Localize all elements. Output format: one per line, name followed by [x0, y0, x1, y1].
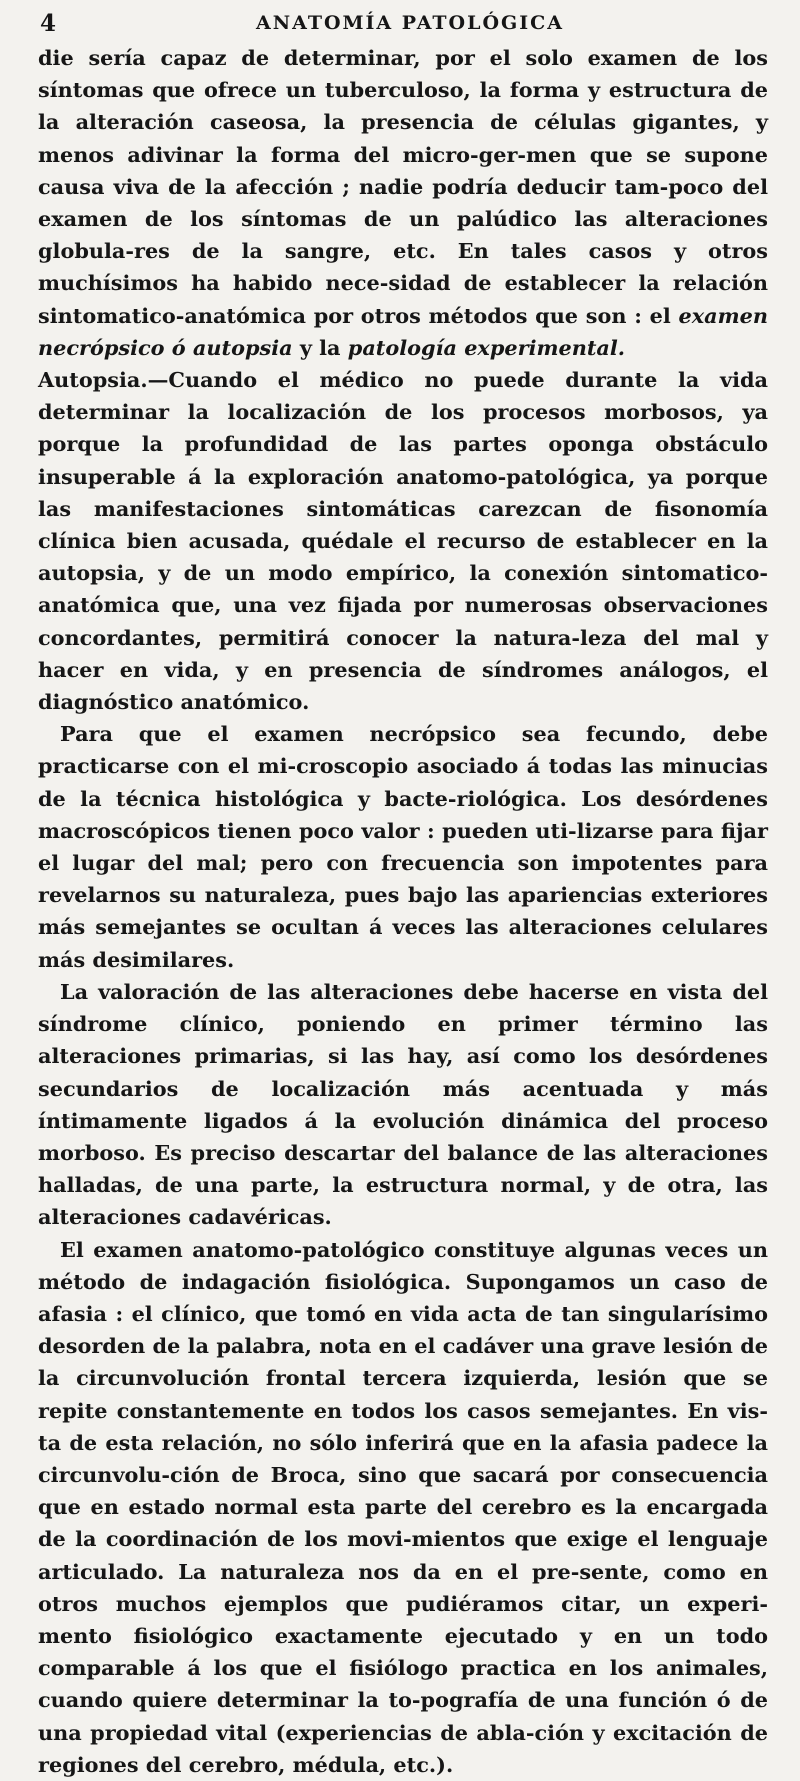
paragraph-1-text-b: y la [292, 334, 348, 360]
paragraph-3: La valoración de las alteraciones debe hacerse en vista del síndrome clínico, poniendo en primer término las alteraciones primarias, si las hay, así como los desórdenes secundarios de localización más acentuada y más íntimamente ligados á la evolución dinámica del proceso morboso. Es preciso descartar del balance de las alteraciones halladas, de una parte, la estructura normal, y de otra, las alteraciones cadavéricas. [38, 978, 768, 1230]
emphasis-patologia-experimental: patología experimental. [347, 334, 626, 360]
paragraph-4: El examen anatomo-patológico constituye algunas veces un método de indagación fisiológica. Supongamos un caso de afasia : el clínico, que tomó en vida acta de tan singularísimo desorden de la palabra, nota en el cadáver una grave lesión de la circunvolución frontal tercera izquierda, lesión que se repite constantemente en todos los casos semejantes. En vis-ta de esta relación, no sólo inferirá que en la afasia padece la circunvolu-ción de Broca, sino que sacará por consecuencia que en estado normal esta parte del cerebro es la encargada de la coordinación de los movi-mientos que exige el lenguaje articulado. La naturaleza nos da en el pre-sente, como en otros muchos ejemplos que pudiéramos citar, un experi-mento fisiológico exactamente ejecutado y en un todo comparable á los que el fisiólogo practica en los animales, cuando quiere determinar la to-pografía de una función ó de una propiedad vital (experiencias de abla-ción y excitación de regiones del cerebro, médula, etc.). [38, 1236, 768, 1777]
body-text [38, 42, 768, 1781]
running-title: ANATOMÍA PATOLÓGICA [256, 12, 564, 34]
paragraph-1 [38, 42, 768, 718]
emphasis-examen-necropsico: examen necrópsico ó autopsia [38, 302, 768, 360]
page-number: 4 [40, 10, 57, 37]
paragraph-2: Para que el examen necrópsico sea fecundo, debe practicarse con el mi-croscopio asociado á todas las minucias de la técnica histológica y bacte-riológica. Los desórdenes macroscópicos tienen poco valor : pueden uti-lizarse para fijar el lugar del mal; pero con frecuencia son impotentes para revelarnos su naturaleza, pues bajo las apariencias exteriores más semejantes se ocultan á veces las alteraciones celulares más desimilares. [38, 721, 768, 972]
paragraph-1-text-c: —Cuando el médico no puede durante la vida determinar la localización de los procesos morbosos, ya porque la profundidad de las partes oponga obstáculo insuperable á la exploración anatomo-patológica, ya porque las manifestaciones sintomáticas carezcan de fisonomía clínica bien acusada, quédale el recurso de establecer en la autopsia, y de un modo empírico, la conexión sintomatico-anatómica que, una vez fijada por numerosas observaciones concordantes, permitirá conocer la natura-leza del mal y hacer en vida, y en presencia de síndromes análogos, el diagnóstico anatómico. [38, 367, 768, 715]
paragraph-1-text-a: die sería capaz de determinar, por el solo examen de los síntomas que ofrece un tuberculoso, la forma y estructura de la alteración caseosa, la presencia de células gigantes, y menos adivinar la forma del micro-ger-men que se supone causa viva de la afección ; nadie podría deducir tam-poco del examen de los síntomas de un palúdico las alteraciones globula-res de la sangre, etc. En tales casos y otros muchísimos ha habido nece-sidad de establecer la relación sintomatico-anatómica por otros métodos que son : el [38, 45, 768, 328]
section-heading-autopsia: Autopsia. [38, 367, 148, 393]
running-head [40, 10, 780, 40]
